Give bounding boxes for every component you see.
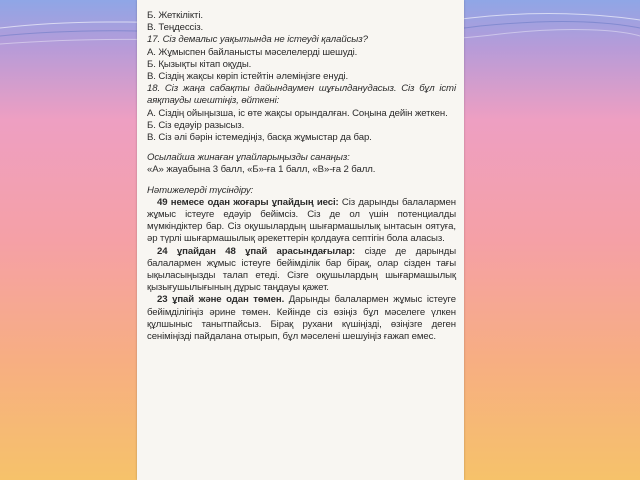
result-low-text: Дарынды балалармен жұмыс істеуге бейімділігіңіз әрине төмен. Кейінде сіз өзіңіз бұл мәселеге үлкен құлшыныс танытпайсыз. Бірақ рухани күшіңізді, өзіңізге деген сеніміңізді пайдалана отырып, бұл мәселені шешуіңіз ғажап емес.: [147, 294, 456, 343]
result-low: [147, 294, 456, 343]
result-low-label: 23 ұпай және одан төмен.: [157, 294, 285, 306]
question-17: 17. Сіз демалыс уақытында не істеуді қалайсыз?: [147, 34, 368, 46]
question-18: 18. Сіз жаңа сабақты дайындаумен шұғылданудасыз. Сіз бұл істі аяқтауды шештіңіз, өйткені:: [147, 83, 456, 107]
result-mid-text: сізде де дарынды балалармен жұмыс істеуге бейімділік бар бірақ, олар сізден тағы ықыласыңызды талап етеді. Сізге оқушылардың шығармашылық қызығушылығының дұрыс таңдауы қажет.: [147, 245, 456, 294]
result-mid: [147, 246, 456, 295]
question-17-answer-a: А. Жұмыспен байланысты мәселелерді шешуді.: [147, 46, 358, 58]
question-18-answer-b: Б. Сіз едәуір разысыз.: [147, 119, 245, 131]
scoring-heading: Осылайша жинаған ұпайларыңызды санаңыз:: [147, 152, 350, 164]
scoring-text: «А» жауабына 3 балл, «Б»-ға 1 балл, «В»-ға 2 балл.: [147, 164, 376, 176]
result-mid-label: 24 ұпайдан 48 ұпай арасындағылар:: [157, 245, 356, 257]
question-17-answer-c: В. Сіздің жақсы көріп істейтін әлеміңізге енуді.: [147, 71, 349, 83]
question-18-answer-c: В. Сіз әлі бәрін істемедіңіз, басқа жұмыстар да бар.: [147, 132, 372, 144]
option-c-line: В. Теңдессіз.: [147, 22, 204, 34]
document-page: [137, 0, 464, 480]
document-text: [147, 10, 456, 343]
result-high-text: Сіз дарынды балалармен жұмыс істеуге едәуір бейімсіз. Сіз де ол үшін потенциалды мүмкіндіктер бар. Сіз оқушылардың шығармашылық ынтасын оятуға, әр түрлі шығармашылық әрекеттерін қолдауға септігін бола аласыз.: [147, 196, 456, 245]
question-18-answer-a: А. Сіздің ойыңызша, іс өте жақсы орындалған. Соңына дейін жеткен.: [147, 107, 448, 119]
question-17-answer-b: Б. Қызықты кітап оқуды.: [147, 58, 252, 70]
result-high: [147, 197, 456, 246]
option-b-line: Б. Жеткілікті.: [147, 10, 203, 21]
result-high-label: 49 немесе одан жоғары ұпайдың иесі:: [157, 196, 339, 208]
results-heading: Нәтижелерді түсіндіру:: [147, 184, 254, 196]
